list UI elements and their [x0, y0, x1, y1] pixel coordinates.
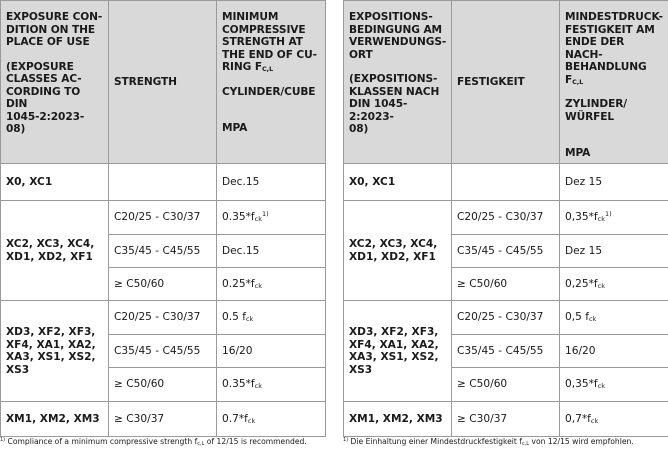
table-header-row: [1, 1, 326, 164]
table-row: [344, 164, 668, 201]
table-row: [1, 164, 326, 201]
value-cell: $0,7*f_{ck}$: [560, 402, 668, 437]
table-row: [1, 402, 326, 437]
header-min-strength: MINDESTDRUCK- FESTIGKEIT AM ENDE DER NACH- BEHANDLUNG $F_{C,L}$ ZYLINDER/ WÜRFEL MPA: [560, 1, 668, 164]
strength-cell: ≥ C30/37: [452, 402, 560, 437]
exposure-cell: XM1, XM2, XM3: [344, 402, 452, 437]
value-cell: 0.5 $f_{ck}$: [217, 301, 326, 335]
value-cell: 0,5 $f_{ck}$: [560, 301, 668, 335]
strength-cell: C35/45 - C45/55: [452, 335, 560, 368]
exposure-cell: XC2, XC3, XC4, XD1, XD2, XF1: [344, 201, 452, 301]
strength-cell: C20/25 - C30/37: [452, 301, 560, 335]
strength-cell: C35/45 - C45/55: [109, 335, 217, 368]
strength-cell: ≥ C50/60: [109, 268, 217, 301]
exposure-strength-table-de: [343, 0, 668, 437]
value-cell: $0,25*f_{ck}$: [560, 268, 668, 301]
exposure-cell: XM1, XM2, XM3: [1, 402, 109, 437]
table-row: [344, 402, 668, 437]
strength-cell: [109, 164, 217, 201]
strength-cell: [452, 164, 560, 201]
strength-cell: ≥ C50/60: [109, 368, 217, 402]
strength-cell: C35/45 - C45/55: [452, 235, 560, 268]
table-row: [344, 301, 668, 335]
header-exposure: EXPOSURE CON- DITION ON THE PLACE OF USE (EXPOSURE CLASSES AC- CORDING TO DIN 1045-2:2023-08): [1, 1, 109, 164]
strength-cell: ≥ C50/60: [452, 268, 560, 301]
footnote-en: $^{1)}$ Compliance of a minimum compressive strength $f_{c,L}$ of 12/15 is recommended.: [0, 437, 307, 447]
header-exposure: EXPOSITIONS- BEDINGUNG AM VERWENDUNGS- ORT (EXPOSITIONS- KLASSEN NACH DIN 1045-2:2023- 08): [344, 1, 452, 164]
header-strength: FESTIGKEIT: [452, 1, 560, 164]
exposure-cell: XD3, XF2, XF3, XF4, XA1, XA2, XA3, XS1, XS2, XS3: [344, 301, 452, 402]
strength-cell: C20/25 - C30/37: [109, 201, 217, 235]
exposure-cell: X0, XC1: [344, 164, 452, 201]
table-row: [1, 201, 326, 235]
value-cell: 16/20: [217, 335, 326, 368]
strength-cell: C35/45 - C45/55: [109, 235, 217, 268]
value-cell: $0.35*f_{ck}$: [217, 368, 326, 402]
value-cell: $0,35*f_{ck}$: [560, 368, 668, 402]
table-german: [343, 0, 668, 437]
exposure-cell: XC2, XC3, XC4, XD1, XD2, XF1: [1, 201, 109, 301]
strength-cell: ≥ C30/37: [109, 402, 217, 437]
value-cell: Dez 15: [560, 235, 668, 268]
value-cell: $0.25*f_{ck}$: [217, 268, 326, 301]
value-cell: Dec.15: [217, 164, 326, 201]
value-cell: $0.35*f_{ck}^{1)}$: [217, 201, 326, 235]
value-cell: 16/20: [560, 335, 668, 368]
table-english: [0, 0, 325, 437]
exposure-strength-table-en: [0, 0, 326, 437]
value-cell: Dez 15: [560, 164, 668, 201]
table-row: [1, 301, 326, 335]
footnote-de: $^{1)}$ Die Einhaltung einer Mindestdruckfestigkeit $f_{c,L}$ von 12/15 wird empfohlen.: [343, 437, 634, 447]
value-cell: Dec.15: [217, 235, 326, 268]
exposure-cell: XD3, XF2, XF3, XF4, XA1, XA2, XA3, XS1, XS2, XS3: [1, 301, 109, 402]
value-cell: $0.7*f_{ck}$: [217, 402, 326, 437]
strength-cell: ≥ C50/60: [452, 368, 560, 402]
table-row: [344, 201, 668, 235]
strength-cell: C20/25 - C30/37: [452, 201, 560, 235]
table-header-row: [344, 1, 668, 164]
value-cell: $0,35*f_{ck}^{1)}$: [560, 201, 668, 235]
exposure-cell: X0, XC1: [1, 164, 109, 201]
strength-cell: C20/25 - C30/37: [109, 301, 217, 335]
header-strength: STRENGTH: [109, 1, 217, 164]
header-min-strength: MINIMUM COMPRESSIVE STRENGTH AT THE END OF CU- RING $F_{C,L}$ CYLINDER/CUBE MPA: [217, 1, 326, 164]
